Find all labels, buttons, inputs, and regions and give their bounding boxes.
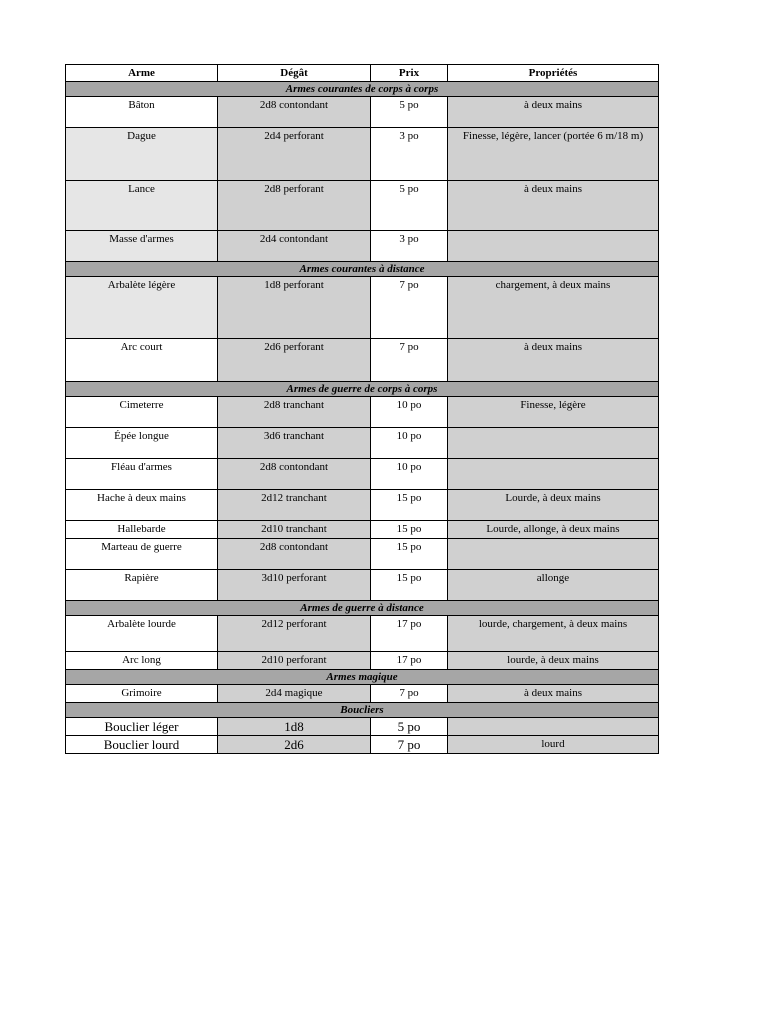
cell-arme: Marteau de guerre — [66, 539, 218, 570]
cell-prix: 15 po — [371, 521, 448, 539]
cell-proprietes: à deux mains — [448, 685, 659, 703]
cell-proprietes: Finesse, légère, lancer (portée 6 m/18 m) — [448, 128, 659, 181]
cell-prix: 7 po — [371, 685, 448, 703]
section-row — [66, 262, 659, 277]
cell-degat: 1d8 perforant — [218, 277, 371, 339]
cell-prix: 10 po — [371, 459, 448, 490]
cell-proprietes: à deux mains — [448, 97, 659, 128]
section-title: Armes courantes à distance — [66, 262, 659, 277]
cell-degat: 3d6 tranchant — [218, 428, 371, 459]
section-title: Armes de guerre à distance — [66, 601, 659, 616]
cell-prix: 17 po — [371, 616, 448, 652]
header-degat: Dégât — [218, 65, 371, 82]
cell-arme: Bâton — [66, 97, 218, 128]
weapons-table — [65, 64, 659, 754]
table-row — [66, 570, 659, 601]
table-row — [66, 428, 659, 459]
cell-proprietes — [448, 459, 659, 490]
table-row — [66, 490, 659, 521]
section-title: Armes magique — [66, 670, 659, 685]
cell-arme: Cimeterre — [66, 397, 218, 428]
cell-arme: Lance — [66, 181, 218, 231]
cell-degat: 3d10 perforant — [218, 570, 371, 601]
cell-arme: Arc long — [66, 652, 218, 670]
cell-prix: 7 po — [371, 736, 448, 754]
cell-degat: 2d12 tranchant — [218, 490, 371, 521]
cell-prix: 15 po — [371, 539, 448, 570]
cell-prix: 15 po — [371, 490, 448, 521]
cell-degat: 1d8 — [218, 718, 371, 736]
table-row — [66, 97, 659, 128]
cell-degat: 2d12 perforant — [218, 616, 371, 652]
section-row — [66, 601, 659, 616]
cell-degat: 2d4 magique — [218, 685, 371, 703]
table-row — [66, 616, 659, 652]
cell-prix: 10 po — [371, 428, 448, 459]
table-row — [66, 736, 659, 754]
cell-proprietes: à deux mains — [448, 339, 659, 382]
cell-degat: 2d8 contondant — [218, 459, 371, 490]
cell-arme: Arc court — [66, 339, 218, 382]
section-row — [66, 82, 659, 97]
header-row — [66, 65, 659, 82]
cell-proprietes: Lourde, à deux mains — [448, 490, 659, 521]
table-row — [66, 652, 659, 670]
table-row — [66, 539, 659, 570]
cell-prix: 7 po — [371, 339, 448, 382]
cell-arme: Grimoire — [66, 685, 218, 703]
section-row — [66, 670, 659, 685]
header-proprietes: Propriétés — [448, 65, 659, 82]
cell-proprietes: chargement, à deux mains — [448, 277, 659, 339]
section-title: Armes de guerre de corps à corps — [66, 382, 659, 397]
cell-arme: Arbalète lourde — [66, 616, 218, 652]
cell-arme: Dague — [66, 128, 218, 181]
cell-arme: Masse d'armes — [66, 231, 218, 262]
cell-prix: 10 po — [371, 397, 448, 428]
table-row — [66, 521, 659, 539]
cell-degat: 2d4 contondant — [218, 231, 371, 262]
table-row — [66, 181, 659, 231]
cell-degat: 2d8 perforant — [218, 181, 371, 231]
section-title: Boucliers — [66, 703, 659, 718]
cell-arme: Hache à deux mains — [66, 490, 218, 521]
cell-degat: 2d8 tranchant — [218, 397, 371, 428]
header-prix: Prix — [371, 65, 448, 82]
table-row — [66, 339, 659, 382]
cell-prix: 7 po — [371, 277, 448, 339]
table-row — [66, 397, 659, 428]
header-arme: Arme — [66, 65, 218, 82]
cell-proprietes — [448, 231, 659, 262]
cell-proprietes: allonge — [448, 570, 659, 601]
cell-arme: Épée longue — [66, 428, 218, 459]
cell-proprietes: lourde, à deux mains — [448, 652, 659, 670]
cell-proprietes: lourd — [448, 736, 659, 754]
cell-arme: Bouclier léger — [66, 718, 218, 736]
table-row — [66, 128, 659, 181]
cell-degat: 2d8 contondant — [218, 539, 371, 570]
cell-prix: 5 po — [371, 718, 448, 736]
cell-proprietes: Lourde, allonge, à deux mains — [448, 521, 659, 539]
cell-degat: 2d6 perforant — [218, 339, 371, 382]
cell-degat: 2d4 perforant — [218, 128, 371, 181]
cell-proprietes — [448, 718, 659, 736]
cell-arme: Arbalète légère — [66, 277, 218, 339]
cell-prix: 5 po — [371, 181, 448, 231]
cell-proprietes: Finesse, légère — [448, 397, 659, 428]
cell-proprietes — [448, 539, 659, 570]
cell-arme: Fléau d'armes — [66, 459, 218, 490]
cell-prix: 3 po — [371, 128, 448, 181]
table-row — [66, 685, 659, 703]
cell-degat: 2d8 contondant — [218, 97, 371, 128]
table-row — [66, 718, 659, 736]
cell-proprietes: lourde, chargement, à deux mains — [448, 616, 659, 652]
cell-proprietes — [448, 428, 659, 459]
cell-prix: 15 po — [371, 570, 448, 601]
cell-prix: 3 po — [371, 231, 448, 262]
cell-degat: 2d10 perforant — [218, 652, 371, 670]
section-title: Armes courantes de corps à corps — [66, 82, 659, 97]
table-row — [66, 231, 659, 262]
cell-proprietes: à deux mains — [448, 181, 659, 231]
table-row — [66, 277, 659, 339]
cell-arme: Rapière — [66, 570, 218, 601]
section-row — [66, 382, 659, 397]
cell-prix: 17 po — [371, 652, 448, 670]
cell-arme: Bouclier lourd — [66, 736, 218, 754]
cell-arme: Hallebarde — [66, 521, 218, 539]
cell-degat: 2d6 — [218, 736, 371, 754]
cell-prix: 5 po — [371, 97, 448, 128]
table-row — [66, 459, 659, 490]
section-row — [66, 703, 659, 718]
cell-degat: 2d10 tranchant — [218, 521, 371, 539]
